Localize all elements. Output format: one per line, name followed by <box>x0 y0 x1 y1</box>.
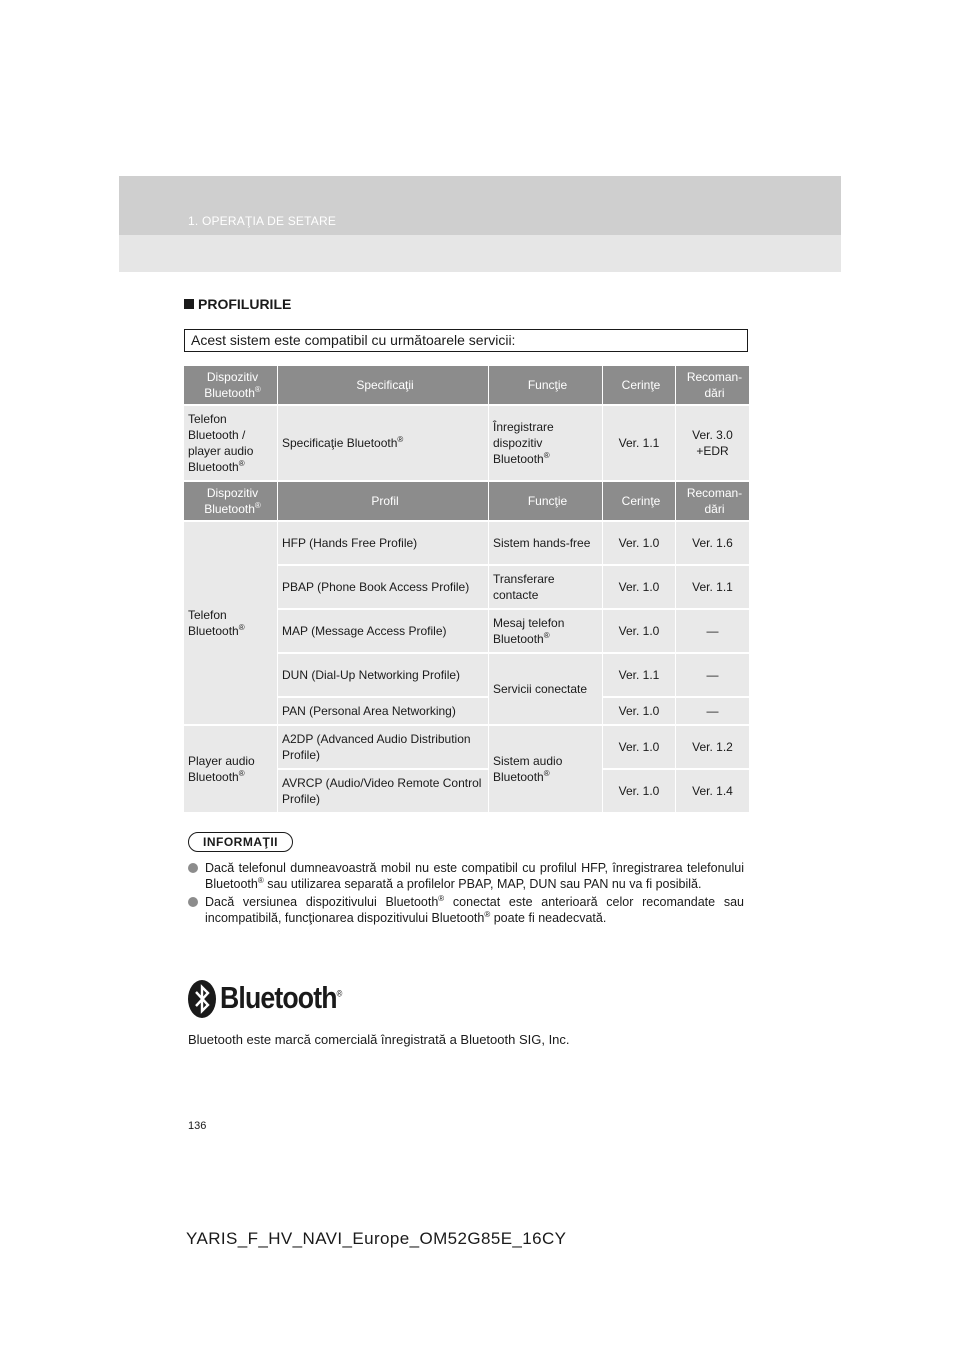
header-device: Dispozitiv Bluetooth® <box>184 482 278 522</box>
profile-cell: MAP (Message Access Profile) <box>278 610 489 654</box>
requirement-cell: Ver. 1.0 <box>603 726 676 770</box>
table-row <box>184 726 750 770</box>
function-cell: Sistem hands-free <box>489 522 603 566</box>
profile-cell: DUN (Dial-Up Networking Profile) <box>278 654 489 698</box>
header-function: Funcţie <box>489 482 603 522</box>
header-band <box>119 176 841 272</box>
header-device: Dispozitiv Bluetooth® <box>184 366 278 406</box>
trademark-notice: Bluetooth este marcă comercială înregistrată a Bluetooth SIG, Inc. <box>188 1032 570 1047</box>
note-item: Dacă telefonul dumneavoastră mobil nu este compatibil cu profilul HFP, înregistrarea telefonului Bluetooth® sau utilizarea separată a profilelor PBAP, MAP, DUN sau PAN nu va fi posibilă. <box>188 860 744 892</box>
requirement-cell: Ver. 1.0 <box>603 610 676 654</box>
function-cell: Mesaj telefon Bluetooth® <box>489 610 603 654</box>
function-cell: Servicii conectate <box>489 654 603 726</box>
profile-cell: PAN (Personal Area Networking) <box>278 698 489 726</box>
requirement-cell: Ver. 1.0 <box>603 566 676 610</box>
header-profile: Profil <box>278 482 489 522</box>
spec-requirement: Ver. 1.1 <box>603 406 676 482</box>
spec-device: Telefon Bluetooth / player audio Bluetooth® <box>184 406 278 482</box>
header-requirement: Cerinţe <box>603 482 676 522</box>
table-row <box>184 522 750 566</box>
bluetooth-wordmark: Bluetooth® <box>220 980 342 1015</box>
page-number: 136 <box>188 1120 207 1132</box>
requirement-cell: Ver. 1.0 <box>603 698 676 726</box>
header-function: Funcţie <box>489 366 603 406</box>
intro-box: Acest sistem este compatibil cu următoarele servicii: <box>184 329 748 352</box>
spec-spec: Specificaţie Bluetooth® <box>278 406 489 482</box>
group-phone: Telefon Bluetooth® <box>184 522 278 726</box>
function-cell: Sistem audio Bluetooth® <box>489 726 603 814</box>
profile-cell: PBAP (Phone Book Access Profile) <box>278 566 489 610</box>
profiles-table <box>184 366 750 814</box>
spec-recommendation: Ver. 3.0 +EDR <box>676 406 750 482</box>
requirement-cell: Ver. 1.0 <box>603 522 676 566</box>
bluetooth-icon <box>188 980 216 1018</box>
spec-function: Înregistrare dispozitiv Bluetooth® <box>489 406 603 482</box>
recommendation-cell: — <box>676 654 750 698</box>
bullet-dot-icon <box>188 897 198 907</box>
requirement-cell: Ver. 1.1 <box>603 654 676 698</box>
profile-cell: A2DP (Advanced Audio Distribution Profile) <box>278 726 489 770</box>
recommendation-cell: Ver. 1.2 <box>676 726 750 770</box>
square-bullet-icon <box>184 299 194 309</box>
footer-code: YARIS_F_HV_NAVI_Europe_OM52G85E_16CY <box>186 1229 567 1248</box>
info-label: INFORMAŢII <box>188 832 293 852</box>
chapter-title: 1. OPERAŢIA DE SETARE <box>188 214 337 228</box>
recommendation-cell: — <box>676 610 750 654</box>
profile-table-header <box>184 482 750 522</box>
spec-table-header <box>184 366 750 406</box>
requirement-cell: Ver. 1.0 <box>603 770 676 814</box>
bullet-dot-icon <box>188 863 198 873</box>
recommendation-cell: — <box>676 698 750 726</box>
spec-row <box>184 406 750 482</box>
function-cell: Transferare contacte <box>489 566 603 610</box>
header-spec: Specificaţii <box>278 366 489 406</box>
recommendation-cell: Ver. 1.4 <box>676 770 750 814</box>
profile-cell: HFP (Hands Free Profile) <box>278 522 489 566</box>
group-audio: Player audio Bluetooth® <box>184 726 278 814</box>
recommendation-cell: Ver. 1.6 <box>676 522 750 566</box>
info-notes <box>188 860 744 928</box>
header-recommendation: Recoman-dări <box>676 366 750 406</box>
header-recommendation: Recoman-dări <box>676 482 750 522</box>
profile-cell: AVRCP (Audio/Video Remote Control Profile) <box>278 770 489 814</box>
info-section <box>188 832 293 852</box>
header-requirement: Cerinţe <box>603 366 676 406</box>
section-title: PROFILURILE <box>184 296 291 312</box>
recommendation-cell: Ver. 1.1 <box>676 566 750 610</box>
note-item: Dacă versiunea dispozitivului Bluetooth® conectat este anterioară celor recomandate sau incompatibilă, funcţionarea dispozitivului Bluetooth® poate fi neadecvată. <box>188 894 744 926</box>
